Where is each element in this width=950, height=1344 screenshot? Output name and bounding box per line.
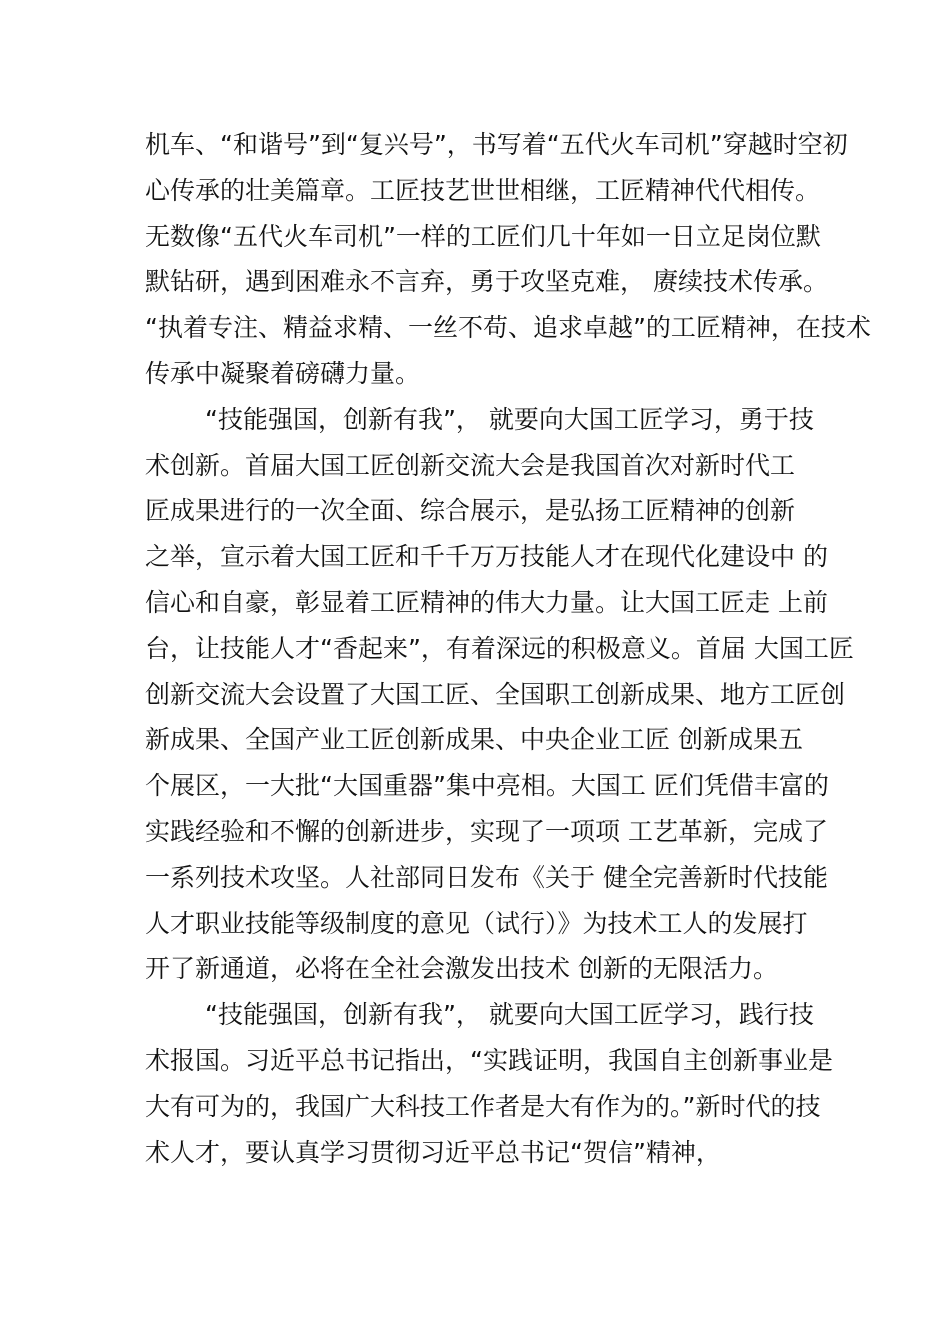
text-line: 术人才，要认真学习贯彻习近平总书记“贺信”精神， bbox=[145, 1137, 721, 1167]
text-line: 个展区，一大批“大国重器”集中亮相。大国工 匠们凭借丰富的 bbox=[145, 771, 829, 801]
text-line: 术创新。首届大国工匠创新交流大会是我国首次对新时代工 bbox=[145, 450, 796, 480]
text-line: 之举，宣示着大国工匠和千千万万技能人才在现代化建设中 的 bbox=[145, 542, 828, 572]
text-line: 人才职业技能等级制度的意见（试行）》为技术工人的发展打 bbox=[145, 908, 808, 938]
body-text bbox=[145, 122, 871, 1175]
text-line: 无数像“五代火车司机”一样的工匠们几十年如一日立足岗位默 bbox=[145, 221, 821, 251]
text-line: 开了新通道，必将在全社会激发出技术 创新的无限活力。 bbox=[145, 954, 778, 984]
text-line: 创新交流大会设置了大国工匠、全国职工创新成果、地方工匠创 bbox=[145, 679, 846, 709]
text-line: 心传承的壮美篇章。工匠技艺世世相继，工匠精神代代相传。 bbox=[145, 175, 821, 205]
text-line: 一系列技术攻坚。人社部同日发布《关于 健全完善新时代技能 bbox=[145, 862, 828, 892]
text-line: 术报国。习近平总书记指出，“实践证明，我国自主创新事业是 bbox=[145, 1045, 833, 1075]
text-line: 传承中凝聚着磅礴力量。 bbox=[145, 358, 421, 388]
text-line: 新成果、全国产业工匠创新成果、中央企业工匠 创新成果五 bbox=[145, 725, 803, 755]
text-line: 台，让技能人才“香起来”，有着深远的积极意义。首届 大国工匠 bbox=[145, 633, 854, 663]
paragraph-start-line: “技能强国，创新有我”， 就要向大国工匠学习，践行技 bbox=[205, 1000, 814, 1030]
text-line: 信心和自豪，彰显着工匠精神的伟大力量。让大国工匠走 上前 bbox=[145, 587, 828, 617]
text-line: 默钻研，遇到困难永不言弃，勇于攻坚克难， 赓续技术传承。 bbox=[145, 267, 828, 297]
text-line: 实践经验和不懈的创新进步，实现了一项项 工艺革新，完成了 bbox=[145, 816, 828, 846]
text-line: 机车、“和谐号”到“复兴号”，书写着“五代火车司机”穿越时空初 bbox=[145, 130, 848, 159]
text-line: 大有可为的，我国广大科技工作者是大有作为的。”新时代的技 bbox=[145, 1091, 821, 1121]
text-line: “执着专注、精益求精、一丝不苟、追求卓越”的工匠精神，在技术 bbox=[145, 313, 871, 343]
paragraph-start-line: “技能强国，创新有我”， 就要向大国工匠学习，勇于技 bbox=[205, 404, 814, 434]
text-line: 匠成果进行的一次全面、综合展示，是弘扬工匠精神的创新 bbox=[145, 496, 796, 526]
